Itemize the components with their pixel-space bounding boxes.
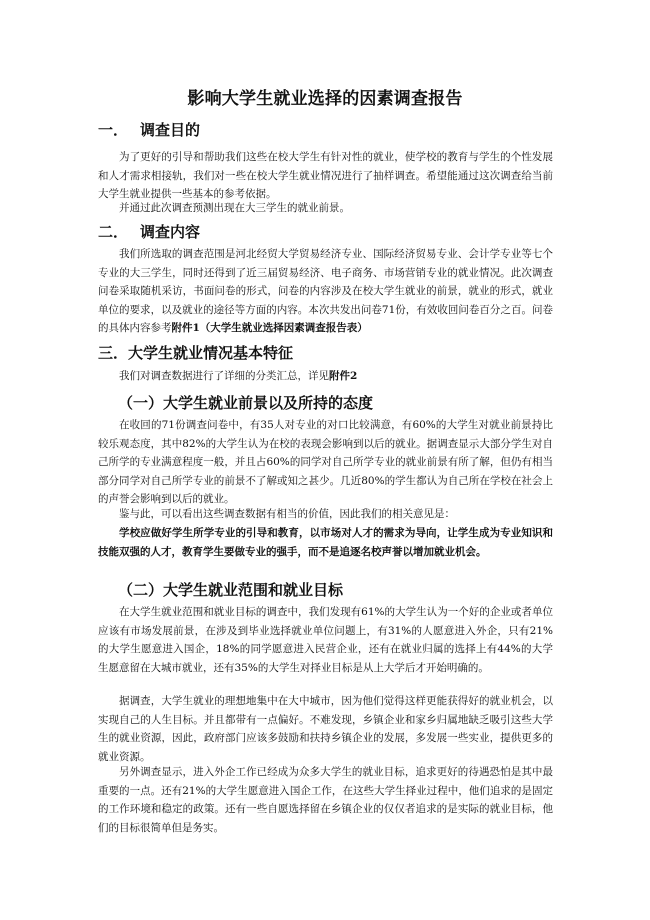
appendix-2-link[interactable]: 附件2 <box>329 370 358 382</box>
section-number: 一． <box>98 121 129 139</box>
subsection-heading-prospects: （一）大学生就业前景以及所持的态度 <box>118 394 374 412</box>
features-intro-text: 我们对调查数据进行了详细的分类汇总，详见 <box>119 370 329 382</box>
appendix-1-link[interactable]: 附件1（大学生就业选择因素调查报告表） <box>171 322 368 334</box>
section-title: 调查目的 <box>140 121 201 139</box>
paragraph-scope-3: 另外调查显示，进入外企工作已经成为众多大学生的就业目标，追求更好的待遇恐怕是其中最重要的一点。还有21%的大学生愿意进入国企工作，在这些大学生择业过程中，他们追求的是固定的工作环境和稳定的政策。还有一些自愿选择留在乡镇企业的仅仅者追求的是实际的就业目标，他们的目标很简单但是务实。 <box>98 766 553 834</box>
document-title: 影响大学生就业选择的因素调查报告 <box>187 89 463 109</box>
section-title: 调查内容 <box>140 223 201 241</box>
section-heading-features: 三．大学生就业情况基本特征 <box>98 344 294 362</box>
section-heading-purpose <box>98 120 200 140</box>
paragraph-scope-2: 据调查，大学生就业的理想地集中在大中城市，因为他们觉得这样更能获得好的就业机会，以实现自己的人生目标。并且都带有一点偏好。不难发现，乡镇企业和家乡归属地缺乏吸引这些大学生的就业资源，因此，政府部门应该多鼓励和扶持乡镇企业的发展，多发展一些实业，提供更多的就业资源。 <box>98 695 553 763</box>
section-heading-content <box>98 222 200 242</box>
paragraph-features-intro <box>98 367 553 386</box>
paragraph-content-text: 我们所选取的调查范围是河北经贸大学贸易经济专业、国际经济贸易专业、会计学专业等七个专业的大三学生，同时还得到了近三届贸易经济、电子商务、市场营销专业的就业情况。此次调查问卷采取随机采访，书面问卷的形式，问卷的内容涉及在校大学生就业的前景，就业的形式，就业单位的要求，以及就业的途径等方面的内容。本次共发出问卷71份，有效收回问卷百分之百。问卷的具体内容参考 <box>98 248 553 334</box>
paragraph-purpose-1: 为了更好的引导和帮助我们这些在校大学生有针对性的就业，使学校的教育与学生的个性发展和人才需求相接轨，我们对一些在校大学生就业情况进行了抽样调查。希望能通过这次调查给当前大学生就业提供一些基本的参考依据。 <box>98 151 553 200</box>
paragraph-prospects-1: 在收回的71份调查问卷中，有35人对专业的对口比较满意，有60%的大学生对就业前景持比较乐观态度，其中82%的大学生认为在校的表现会影响到以后的就业。据调查显示大部分学生对自己所学的专业满意程度一般，并且占60%的同学对自己所学专业的就业前景有所了解，但仍有相当部分同学对自己所学专业的前景不了解或知之甚少。几近80%的学生都认为自己所在学校在社会上的声誉会影响到以后的就业。 <box>98 419 553 505</box>
subsection-heading-scope: （二）大学生就业范围和就业目标 <box>118 581 344 599</box>
paragraph-prospects-conclusion: 学校应做好学生所学专业的引导和教育，以市场对人才的需求为导向，让学生成为专业知识和技能双强的人才，教育学生要做专业的强手，而不是追逐名校声誉以增加就业机会。 <box>98 527 553 558</box>
section-number: 二． <box>98 223 129 241</box>
paragraph-scope-1: 在大学生就业范围和就业目标的调查中，我们发现有61%的大学生认为一个好的企业或者单位应该有市场发展前景，在涉及到毕业选择就业单位问题上，有31%的人愿意进入外企，只有21%的大学生愿意进入国企，18%的同学愿意进入民营企业，还有在就业归属的选择上有44%的大学生愿意留在大城市就业，还有35%的大学生对择业目标是从上大学后才开始明确的。 <box>98 606 553 674</box>
paragraph-prospects-2: 鉴与此，可以看出这些调查数据有相当的价值，因此我们的相关意见是： <box>119 508 455 520</box>
paragraph-content <box>98 245 553 338</box>
paragraph-purpose-2: 并通过此次调查预测出现在大三学生的就业前景。 <box>119 202 350 214</box>
